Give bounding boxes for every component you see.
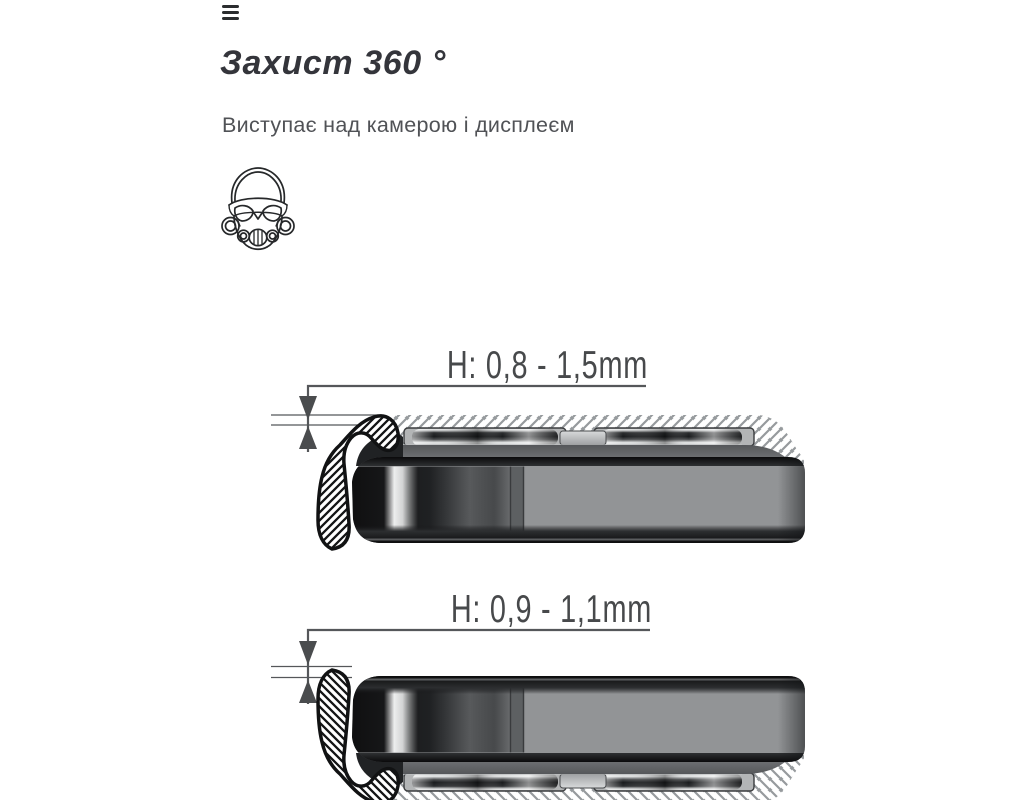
dimension-label-camera: H: 0,8 - 1,5mm xyxy=(446,343,648,388)
diagram-camera-side xyxy=(271,344,806,549)
page-subtitle: Виступає над камерою і дисплеєм xyxy=(222,113,575,137)
hamburger-menu-icon[interactable] xyxy=(222,5,240,22)
hamburger-bar xyxy=(222,17,239,20)
page-title: Захист 360 ° xyxy=(220,44,446,82)
stormtrooper-helmet-icon xyxy=(221,163,295,253)
case-protection-diagrams xyxy=(0,330,1024,800)
hamburger-bar xyxy=(222,5,239,8)
diagram-display-side xyxy=(271,588,806,800)
hamburger-bar xyxy=(222,11,239,14)
dimension-label-display: H: 0,9 - 1,1mm xyxy=(450,587,652,632)
